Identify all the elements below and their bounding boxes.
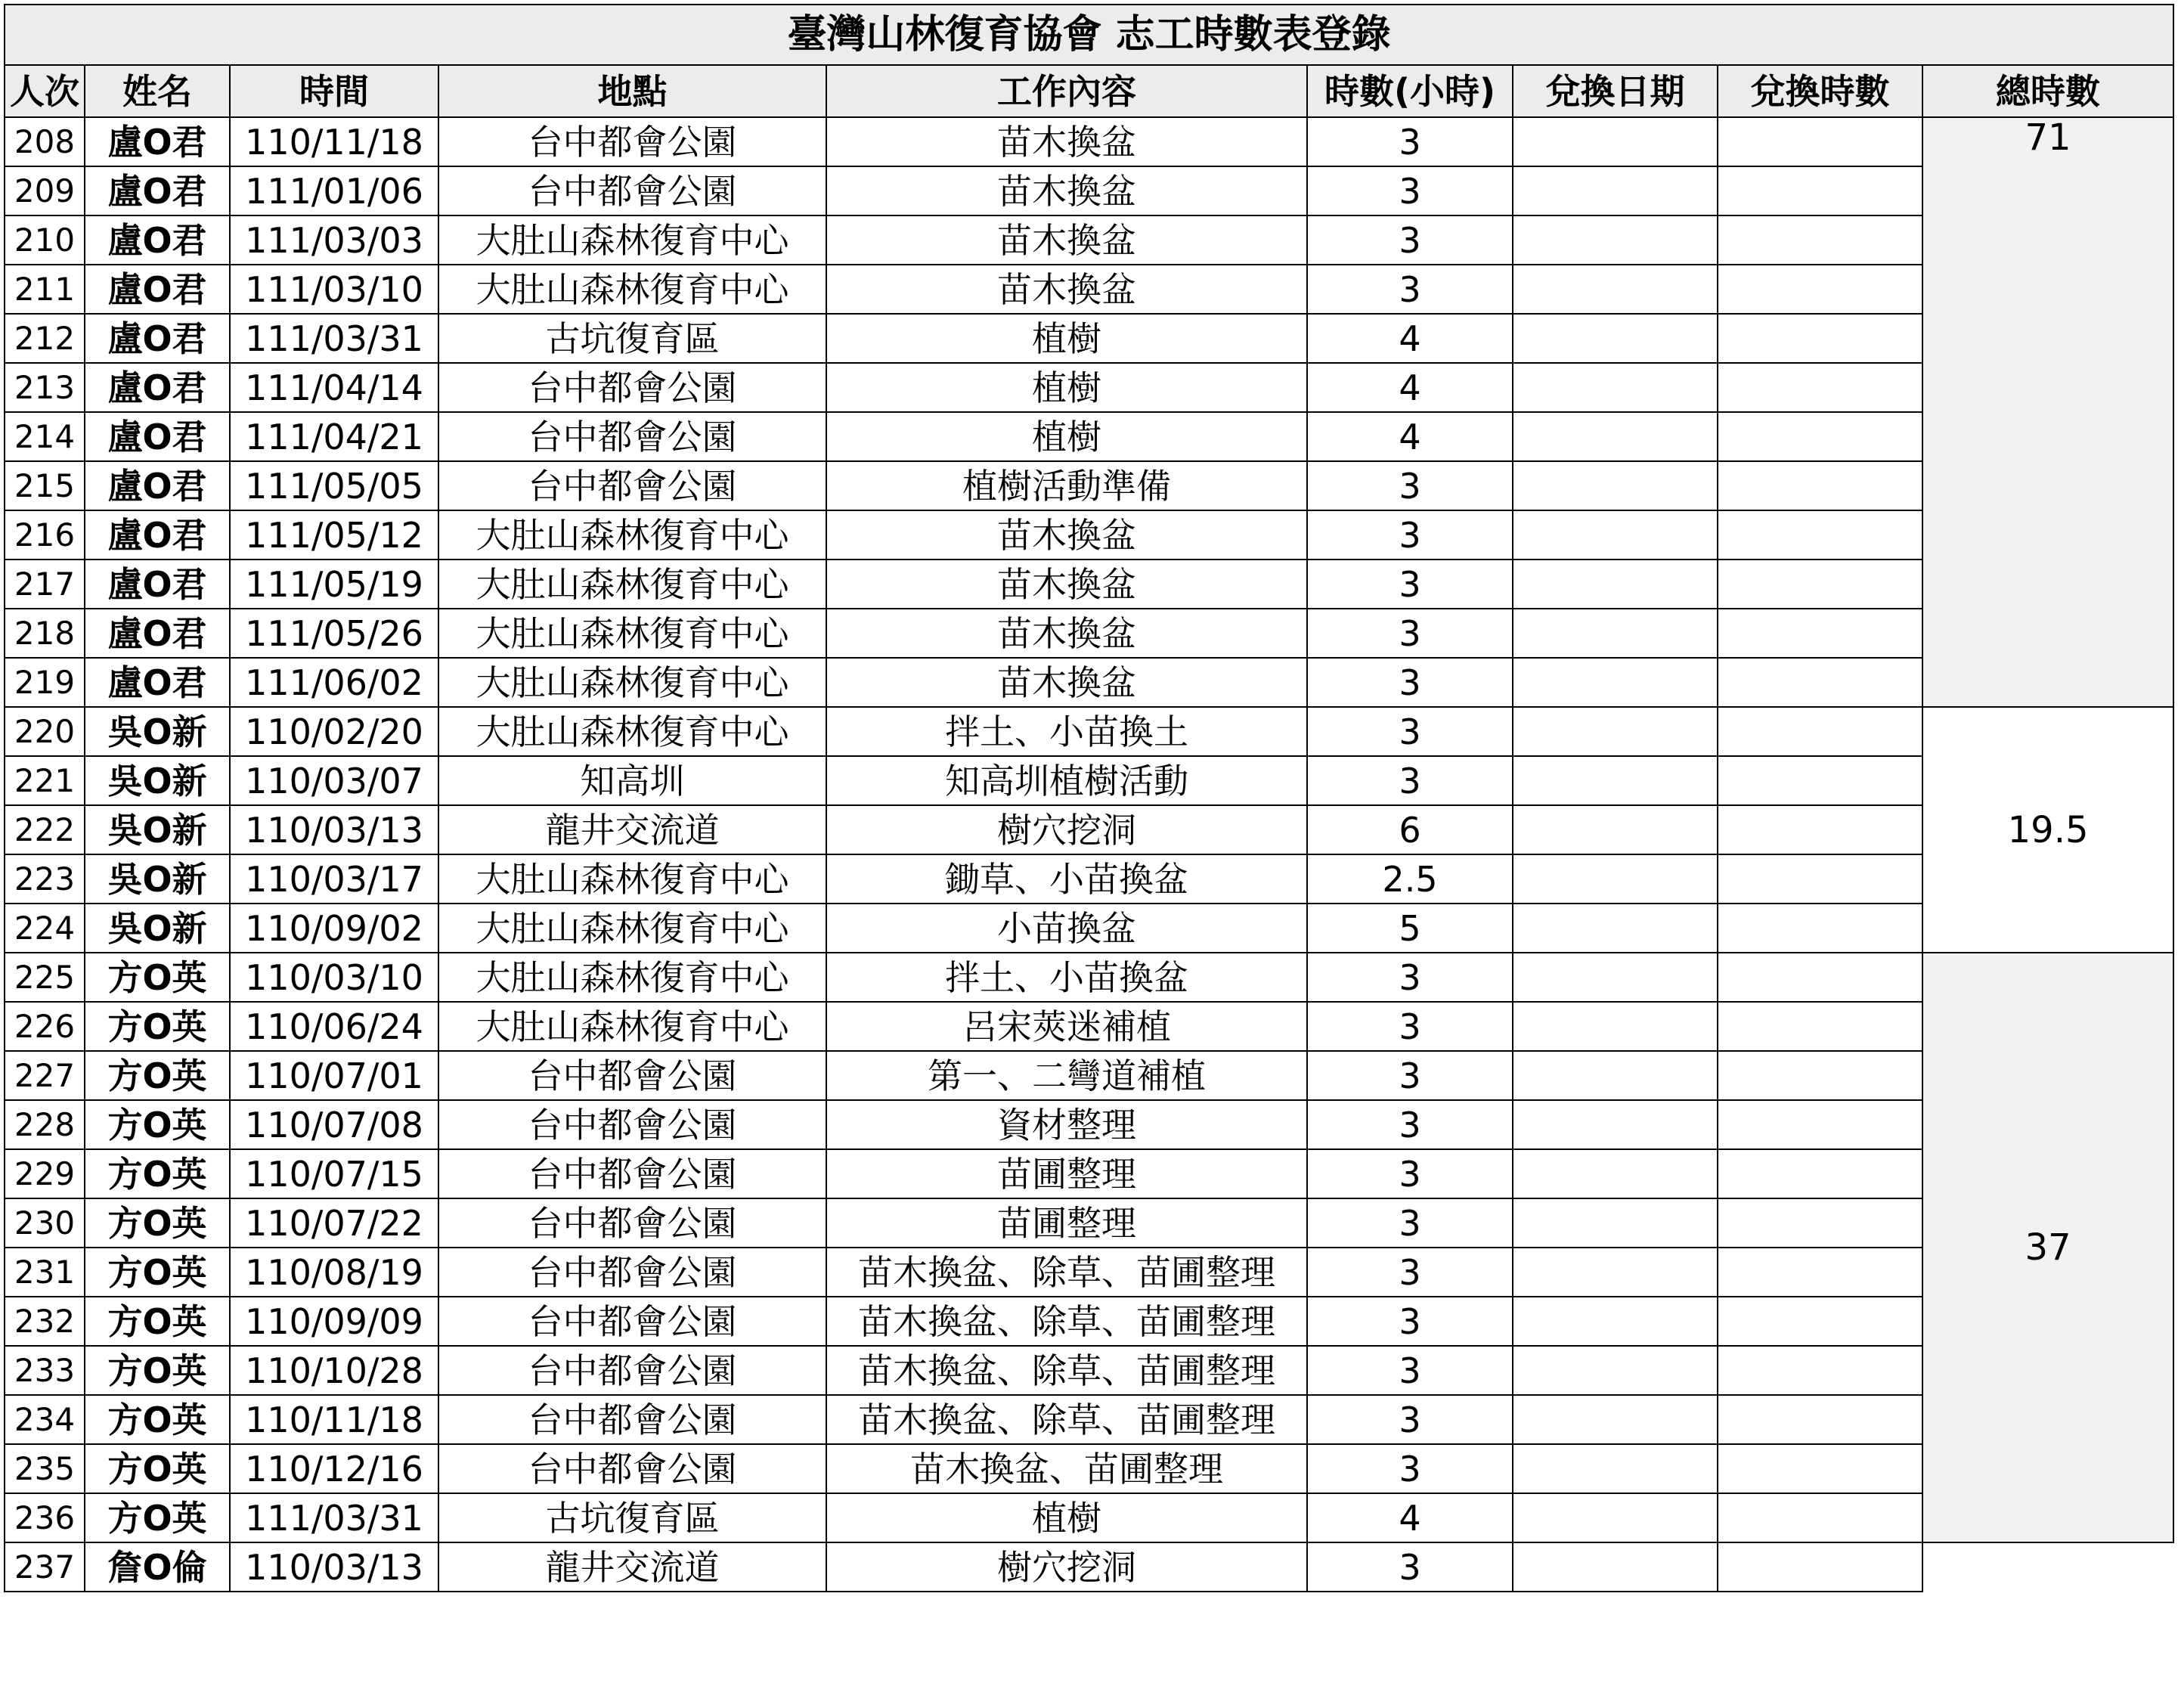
cell-date: 110/11/18 [230,1395,438,1444]
cell-date: 111/06/02 [230,658,438,707]
cell-exchange-hours [1718,609,1922,658]
cell-place: 大肚山森林復育中心 [438,854,826,904]
cell-place: 大肚山森林復育中心 [438,658,826,707]
cell-date: 110/03/13 [230,805,438,854]
cell-work: 苗木換盆 [826,166,1307,215]
cell-place: 台中都會公園 [438,1198,826,1248]
cell-date: 111/04/14 [230,363,438,412]
cell-hours: 3 [1307,265,1513,314]
cell-place: 台中都會公園 [438,1051,826,1100]
table-row [5,1198,2173,1248]
table-row [5,1542,2173,1592]
cell-name: 盧O君 [85,265,230,314]
table-row [5,658,2173,707]
cell-exchange-hours [1718,805,1922,854]
cell-date: 111/05/12 [230,510,438,560]
cell-index: 212 [5,314,85,363]
cell-exchange-date [1513,1002,1718,1051]
cell-hours: 3 [1307,1100,1513,1149]
cell-hours: 4 [1307,314,1513,363]
cell-place: 台中都會公園 [438,1297,826,1346]
cell-name: 方O英 [85,1248,230,1297]
cell-exchange-hours [1718,510,1922,560]
cell-index: 215 [5,461,85,510]
cell-index: 225 [5,953,85,1002]
cell-date: 110/09/09 [230,1297,438,1346]
header-exchange-hours: 兌換時數 [1718,65,1922,117]
cell-exchange-date [1513,756,1718,805]
cell-work: 苗木換盆 [826,609,1307,658]
cell-index: 231 [5,1248,85,1297]
table-row [5,756,2173,805]
cell-index: 234 [5,1395,85,1444]
empty-total-cell [1922,1542,2173,1592]
table-row [5,314,2173,363]
cell-hours: 5 [1307,904,1513,953]
cell-date: 111/05/05 [230,461,438,510]
cell-name: 吳O新 [85,805,230,854]
cell-exchange-date [1513,707,1718,756]
cell-date: 110/07/01 [230,1051,438,1100]
table-row [5,265,2173,314]
cell-place: 台中都會公園 [438,166,826,215]
cell-exchange-hours [1718,412,1922,461]
cell-name: 方O英 [85,1444,230,1493]
cell-name: 方O英 [85,1149,230,1198]
cell-work: 拌土、小苗換土 [826,707,1307,756]
total-hours-cell: 19.5 [1922,707,2173,953]
cell-exchange-date [1513,658,1718,707]
cell-name: 吳O新 [85,854,230,904]
cell-place: 大肚山森林復育中心 [438,1002,826,1051]
cell-place: 大肚山森林復育中心 [438,904,826,953]
cell-index: 219 [5,658,85,707]
table-row [5,461,2173,510]
table-row [5,1002,2173,1051]
cell-exchange-date [1513,904,1718,953]
cell-exchange-date [1513,1395,1718,1444]
header-exchange-date: 兌換日期 [1513,65,1718,117]
cell-date: 110/07/08 [230,1100,438,1149]
cell-exchange-date [1513,1297,1718,1346]
cell-index: 228 [5,1100,85,1149]
cell-work: 苗木換盆 [826,265,1307,314]
cell-work: 植樹 [826,412,1307,461]
cell-exchange-date [1513,412,1718,461]
cell-index: 211 [5,265,85,314]
cell-name: 方O英 [85,1100,230,1149]
cell-hours: 3 [1307,1444,1513,1493]
cell-index: 236 [5,1493,85,1542]
cell-exchange-date [1513,461,1718,510]
cell-work: 苗木換盆 [826,560,1307,609]
cell-date: 110/02/20 [230,707,438,756]
cell-place: 台中都會公園 [438,117,826,166]
cell-exchange-hours [1718,117,1922,166]
cell-exchange-hours [1718,461,1922,510]
cell-exchange-date [1513,265,1718,314]
cell-hours: 6 [1307,805,1513,854]
cell-place: 台中都會公園 [438,461,826,510]
cell-exchange-date [1513,117,1718,166]
cell-name: 吳O新 [85,904,230,953]
cell-work: 樹穴挖洞 [826,805,1307,854]
cell-place: 台中都會公園 [438,1149,826,1198]
header-total: 總時數 [1922,65,2173,117]
cell-index: 221 [5,756,85,805]
header-hours: 時數(小時) [1307,65,1513,117]
cell-place: 大肚山森林復育中心 [438,609,826,658]
sheet-title: 臺灣山林復育協會 志工時數表登錄 [5,5,2173,65]
cell-hours: 3 [1307,166,1513,215]
cell-exchange-hours [1718,1542,1922,1592]
cell-exchange-date [1513,1444,1718,1493]
cell-hours: 3 [1307,609,1513,658]
cell-work: 苗圃整理 [826,1198,1307,1248]
cell-exchange-hours [1718,215,1922,265]
cell-name: 方O英 [85,1493,230,1542]
cell-hours: 2.5 [1307,854,1513,904]
header-place: 地點 [438,65,826,117]
cell-name: 盧O君 [85,560,230,609]
cell-date: 110/08/19 [230,1248,438,1297]
table-row [5,1444,2173,1493]
cell-place: 大肚山森林復育中心 [438,265,826,314]
cell-work: 植樹 [826,1493,1307,1542]
cell-exchange-date [1513,314,1718,363]
cell-exchange-hours [1718,1051,1922,1100]
cell-hours: 3 [1307,1051,1513,1100]
cell-date: 110/07/22 [230,1198,438,1248]
cell-hours: 3 [1307,1395,1513,1444]
table-row [5,805,2173,854]
cell-exchange-date [1513,1493,1718,1542]
cell-exchange-hours [1718,1149,1922,1198]
cell-exchange-date [1513,805,1718,854]
cell-name: 盧O君 [85,658,230,707]
cell-date: 111/04/21 [230,412,438,461]
cell-place: 大肚山森林復育中心 [438,953,826,1002]
cell-place: 台中都會公園 [438,1346,826,1395]
cell-work: 苗木換盆、除草、苗圃整理 [826,1297,1307,1346]
cell-index: 214 [5,412,85,461]
table-row [5,854,2173,904]
cell-date: 110/06/24 [230,1002,438,1051]
cell-place: 龍井交流道 [438,1542,826,1592]
cell-date: 110/03/07 [230,756,438,805]
cell-exchange-hours [1718,166,1922,215]
cell-work: 鋤草、小苗換盆 [826,854,1307,904]
cell-exchange-date [1513,166,1718,215]
cell-name: 盧O君 [85,609,230,658]
cell-name: 方O英 [85,1002,230,1051]
header-work: 工作內容 [826,65,1307,117]
cell-hours: 3 [1307,756,1513,805]
cell-index: 216 [5,510,85,560]
cell-hours: 3 [1307,1346,1513,1395]
cell-index: 230 [5,1198,85,1248]
cell-exchange-hours [1718,265,1922,314]
cell-date: 111/03/31 [230,1493,438,1542]
cell-index: 232 [5,1297,85,1346]
table-row [5,1248,2173,1297]
cell-index: 223 [5,854,85,904]
cell-exchange-hours [1718,1100,1922,1149]
cell-place: 台中都會公園 [438,1248,826,1297]
table-row [5,1100,2173,1149]
cell-index: 222 [5,805,85,854]
table-row [5,363,2173,412]
cell-date: 111/05/19 [230,560,438,609]
cell-work: 苗木換盆、苗圃整理 [826,1444,1307,1493]
cell-place: 台中都會公園 [438,412,826,461]
cell-hours: 3 [1307,461,1513,510]
cell-exchange-hours [1718,1395,1922,1444]
cell-index: 224 [5,904,85,953]
cell-exchange-hours [1718,1444,1922,1493]
cell-index: 213 [5,363,85,412]
table-row [5,1297,2173,1346]
cell-work: 呂宋莢迷補植 [826,1002,1307,1051]
cell-exchange-date [1513,1542,1718,1592]
cell-place: 古坑復育區 [438,1493,826,1542]
cell-index: 227 [5,1051,85,1100]
cell-name: 方O英 [85,1395,230,1444]
cell-exchange-hours [1718,560,1922,609]
cell-exchange-date [1513,215,1718,265]
cell-exchange-hours [1718,1346,1922,1395]
header-name: 姓名 [85,65,230,117]
cell-work: 第一、二彎道補植 [826,1051,1307,1100]
cell-work: 苗木換盆 [826,658,1307,707]
header-row [5,65,2173,117]
cell-index: 217 [5,560,85,609]
cell-name: 吳O新 [85,756,230,805]
cell-date: 111/03/03 [230,215,438,265]
cell-name: 盧O君 [85,461,230,510]
cell-hours: 4 [1307,363,1513,412]
cell-work: 苗木換盆、除草、苗圃整理 [826,1248,1307,1297]
table-row [5,1493,2173,1542]
cell-hours: 3 [1307,117,1513,166]
cell-name: 盧O君 [85,363,230,412]
cell-work: 知高圳植樹活動 [826,756,1307,805]
cell-hours: 3 [1307,510,1513,560]
cell-exchange-hours [1718,953,1922,1002]
cell-exchange-hours [1718,363,1922,412]
table-row [5,510,2173,560]
table-row [5,953,2173,1002]
cell-exchange-date [1513,1248,1718,1297]
cell-exchange-date [1513,1198,1718,1248]
table-row [5,117,2173,166]
cell-index: 229 [5,1149,85,1198]
cell-hours: 3 [1307,1149,1513,1198]
cell-exchange-hours [1718,1248,1922,1297]
cell-exchange-date [1513,1100,1718,1149]
cell-index: 235 [5,1444,85,1493]
cell-hours: 3 [1307,953,1513,1002]
cell-work: 資材整理 [826,1100,1307,1149]
cell-index: 208 [5,117,85,166]
cell-date: 111/05/26 [230,609,438,658]
table-row [5,560,2173,609]
total-hours-cell: 37 [1922,953,2173,1542]
table-row [5,1346,2173,1395]
cell-exchange-hours [1718,1493,1922,1542]
cell-exchange-date [1513,560,1718,609]
cell-exchange-date [1513,953,1718,1002]
table-row [5,904,2173,953]
cell-name: 方O英 [85,953,230,1002]
table-row [5,1149,2173,1198]
cell-work: 拌土、小苗換盆 [826,953,1307,1002]
table-row [5,1051,2173,1100]
cell-name: 詹O倫 [85,1542,230,1592]
cell-work: 小苗換盆 [826,904,1307,953]
cell-hours: 3 [1307,658,1513,707]
cell-exchange-date [1513,609,1718,658]
cell-date: 110/03/17 [230,854,438,904]
cell-index: 218 [5,609,85,658]
cell-work: 樹穴挖洞 [826,1542,1307,1592]
cell-name: 方O英 [85,1051,230,1100]
cell-exchange-date [1513,1346,1718,1395]
cell-place: 大肚山森林復育中心 [438,560,826,609]
cell-work: 苗木換盆 [826,510,1307,560]
volunteer-hours-table [4,4,2174,1592]
cell-date: 110/12/16 [230,1444,438,1493]
cell-exchange-date [1513,1051,1718,1100]
cell-name: 盧O君 [85,215,230,265]
cell-hours: 3 [1307,1198,1513,1248]
header-index: 人次 [5,65,85,117]
cell-hours: 3 [1307,1542,1513,1592]
cell-work: 苗圃整理 [826,1149,1307,1198]
cell-index: 209 [5,166,85,215]
table-row [5,707,2173,756]
cell-date: 110/03/13 [230,1542,438,1592]
cell-exchange-date [1513,854,1718,904]
table-row [5,1395,2173,1444]
cell-hours: 4 [1307,412,1513,461]
cell-work: 苗木換盆 [826,215,1307,265]
cell-exchange-hours [1718,707,1922,756]
cell-exchange-date [1513,510,1718,560]
cell-date: 110/09/02 [230,904,438,953]
cell-exchange-hours [1718,314,1922,363]
cell-place: 知高圳 [438,756,826,805]
cell-name: 吳O新 [85,707,230,756]
cell-exchange-hours [1718,904,1922,953]
cell-hours: 3 [1307,707,1513,756]
cell-place: 台中都會公園 [438,1100,826,1149]
cell-place: 古坑復育區 [438,314,826,363]
table-row [5,166,2173,215]
cell-place: 台中都會公園 [438,1444,826,1493]
cell-work: 苗木換盆、除草、苗圃整理 [826,1346,1307,1395]
cell-index: 233 [5,1346,85,1395]
cell-index: 220 [5,707,85,756]
cell-place: 大肚山森林復育中心 [438,215,826,265]
cell-name: 盧O君 [85,510,230,560]
cell-name: 方O英 [85,1346,230,1395]
cell-place: 大肚山森林復育中心 [438,707,826,756]
cell-name: 方O英 [85,1297,230,1346]
total-hours-cell: 71 [1922,117,2173,707]
cell-hours: 3 [1307,215,1513,265]
cell-name: 盧O君 [85,117,230,166]
cell-name: 方O英 [85,1198,230,1248]
table-row [5,215,2173,265]
cell-date: 110/11/18 [230,117,438,166]
cell-date: 110/10/28 [230,1346,438,1395]
cell-hours: 3 [1307,1248,1513,1297]
cell-date: 111/01/06 [230,166,438,215]
cell-name: 盧O君 [85,412,230,461]
cell-exchange-date [1513,363,1718,412]
cell-work: 植樹 [826,363,1307,412]
cell-place: 台中都會公園 [438,1395,826,1444]
cell-index: 226 [5,1002,85,1051]
cell-hours: 3 [1307,1297,1513,1346]
table-row [5,609,2173,658]
cell-exchange-hours [1718,1297,1922,1346]
cell-hours: 3 [1307,560,1513,609]
cell-name: 盧O君 [85,314,230,363]
cell-work: 植樹 [826,314,1307,363]
header-date: 時間 [230,65,438,117]
cell-exchange-hours [1718,658,1922,707]
cell-exchange-hours [1718,854,1922,904]
cell-place: 龍井交流道 [438,805,826,854]
cell-index: 237 [5,1542,85,1592]
cell-exchange-hours [1718,1002,1922,1051]
cell-exchange-hours [1718,756,1922,805]
cell-name: 盧O君 [85,166,230,215]
cell-hours: 4 [1307,1493,1513,1542]
cell-date: 110/03/10 [230,953,438,1002]
cell-place: 大肚山森林復育中心 [438,510,826,560]
cell-exchange-date [1513,1149,1718,1198]
cell-place: 台中都會公園 [438,363,826,412]
cell-hours: 3 [1307,1002,1513,1051]
cell-work: 植樹活動準備 [826,461,1307,510]
cell-date: 111/03/10 [230,265,438,314]
cell-date: 110/07/15 [230,1149,438,1198]
cell-work: 苗木換盆 [826,117,1307,166]
table-row [5,412,2173,461]
cell-work: 苗木換盆、除草、苗圃整理 [826,1395,1307,1444]
title-row [5,5,2173,65]
cell-date: 111/03/31 [230,314,438,363]
cell-exchange-hours [1718,1198,1922,1248]
cell-index: 210 [5,215,85,265]
